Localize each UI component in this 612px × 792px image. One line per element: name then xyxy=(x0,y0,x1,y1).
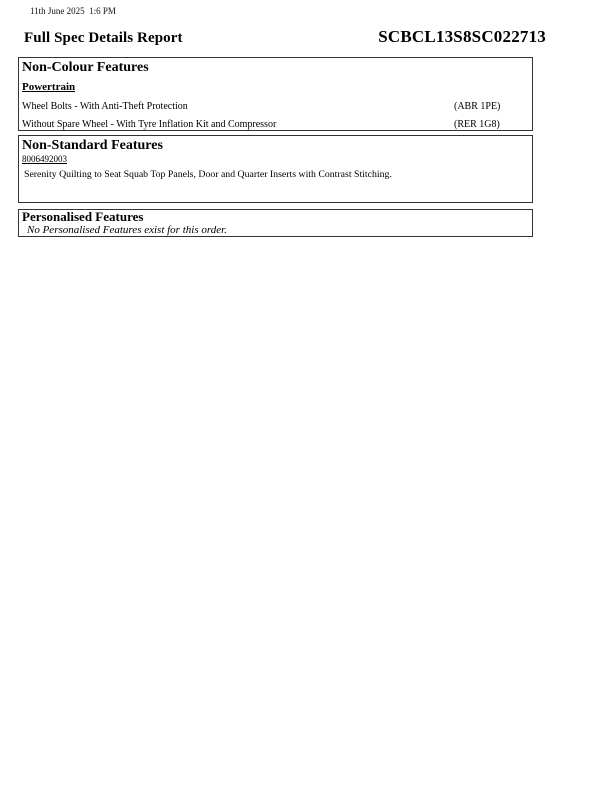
feature-name: Without Spare Wheel - With Tyre Inflation Kit and Compressor xyxy=(22,119,277,130)
feature-code: (ABR 1PE) xyxy=(454,101,501,112)
non-standard-features-heading: Non-Standard Features xyxy=(22,138,163,153)
personalised-features-section xyxy=(18,209,533,237)
report-datetime: 11th June 2025 1:6 PM xyxy=(30,6,116,16)
vehicle-spec-number: SCBCL13S8SC022713 xyxy=(378,27,546,46)
non-standard-feature-reference-number: 8006492003 xyxy=(22,154,67,164)
non-colour-features-section xyxy=(18,57,533,131)
non-standard-feature-description: Serenity Quilting to Seat Squab Top Panels, Door and Quarter Inserts with Contrast Stitching. xyxy=(24,169,392,180)
feature-row xyxy=(19,119,532,131)
page-title: Full Spec Details Report xyxy=(24,30,183,46)
feature-code: (RER 1G8) xyxy=(454,119,500,130)
report-header xyxy=(24,27,546,47)
non-standard-features-section xyxy=(18,135,533,203)
powertrain-group-heading: Powertrain xyxy=(22,81,76,93)
non-colour-features-heading: Non-Colour Features xyxy=(22,60,149,75)
feature-name: Wheel Bolts - With Anti-Theft Protection xyxy=(22,101,188,112)
feature-row xyxy=(19,101,532,113)
personalised-features-empty-message: No Personalised Features exist for this order. xyxy=(27,224,227,236)
personalised-features-heading: Personalised Features xyxy=(22,209,144,224)
